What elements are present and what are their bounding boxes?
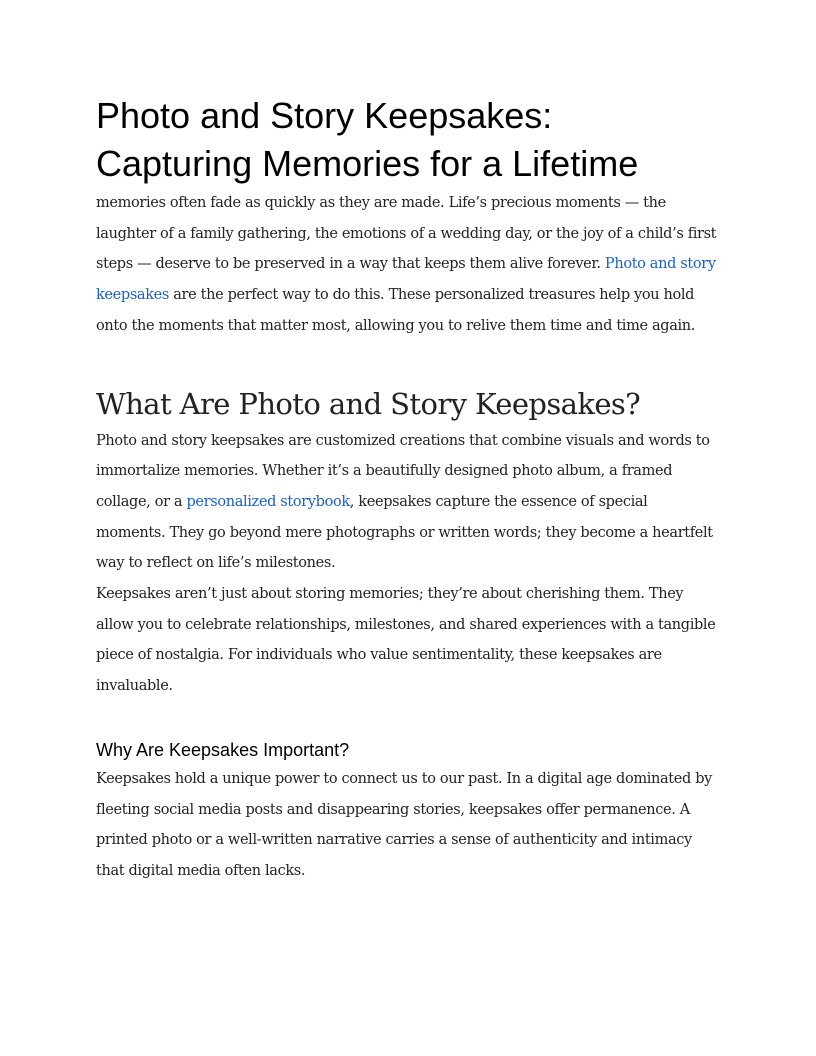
section-heading-why-important: Why Are Keepsakes Important? <box>96 739 350 760</box>
section1-text-before-link: Photo and story keepsakes are customized creations that combine visuals and words to immortalize memories. Whether it’s a beautifully designed photo album, a framed collage, or a <box>96 432 710 510</box>
intro-text-before-link: memories often fade as quickly as they are made. Life’s precious moments — the laughter of a family gathering, the emotions of a wedding day, or the joy of a child’s first steps — deserve to be preserved in a way that keeps them alive forever. <box>96 195 717 273</box>
document-page <box>96 92 720 887</box>
document-title: Photo and Story Keepsakes: Capturing Memories for a Lifetime <box>96 95 639 184</box>
section2-paragraph-1: Keepsakes hold a unique power to connect us to our past. In a digital age dominated by fleeting social media posts and disappearing stories, keepsakes offer permanence. A printed photo or a well-written narrative carries a sense of authenticity and intimacy that digital media often lacks. <box>96 770 712 879</box>
section1-text-after-link: , keepsakes capture the essence of special moments. They go beyond mere photographs or written words; they become a heartfelt way to reflect on life’s milestones. <box>96 493 713 572</box>
section1-paragraph-1 <box>96 426 720 580</box>
section1-paragraph-2: Keepsakes aren’t just about storing memories; they’re about cherishing them. They allow you to celebrate relationships, milestones, and shared experiences with a tangible piece of nostalgia. For individuals who value sentimentality, these keepsakes are invaluable. <box>96 586 716 695</box>
photo-and-story-keepsakes-link[interactable]: Photo and story keepsakes <box>96 256 716 304</box>
section-heading-what-are-keepsakes: What Are Photo and Story Keepsakes? <box>96 386 641 421</box>
intro-text-after-link: are the perfect way to do this. These personalized treasures help you hold onto the moments that matter most, allowing you to relive them time and time again. <box>96 287 696 334</box>
intro-paragraph <box>96 188 720 342</box>
personalized-storybook-link[interactable]: personalized storybook <box>186 493 350 510</box>
